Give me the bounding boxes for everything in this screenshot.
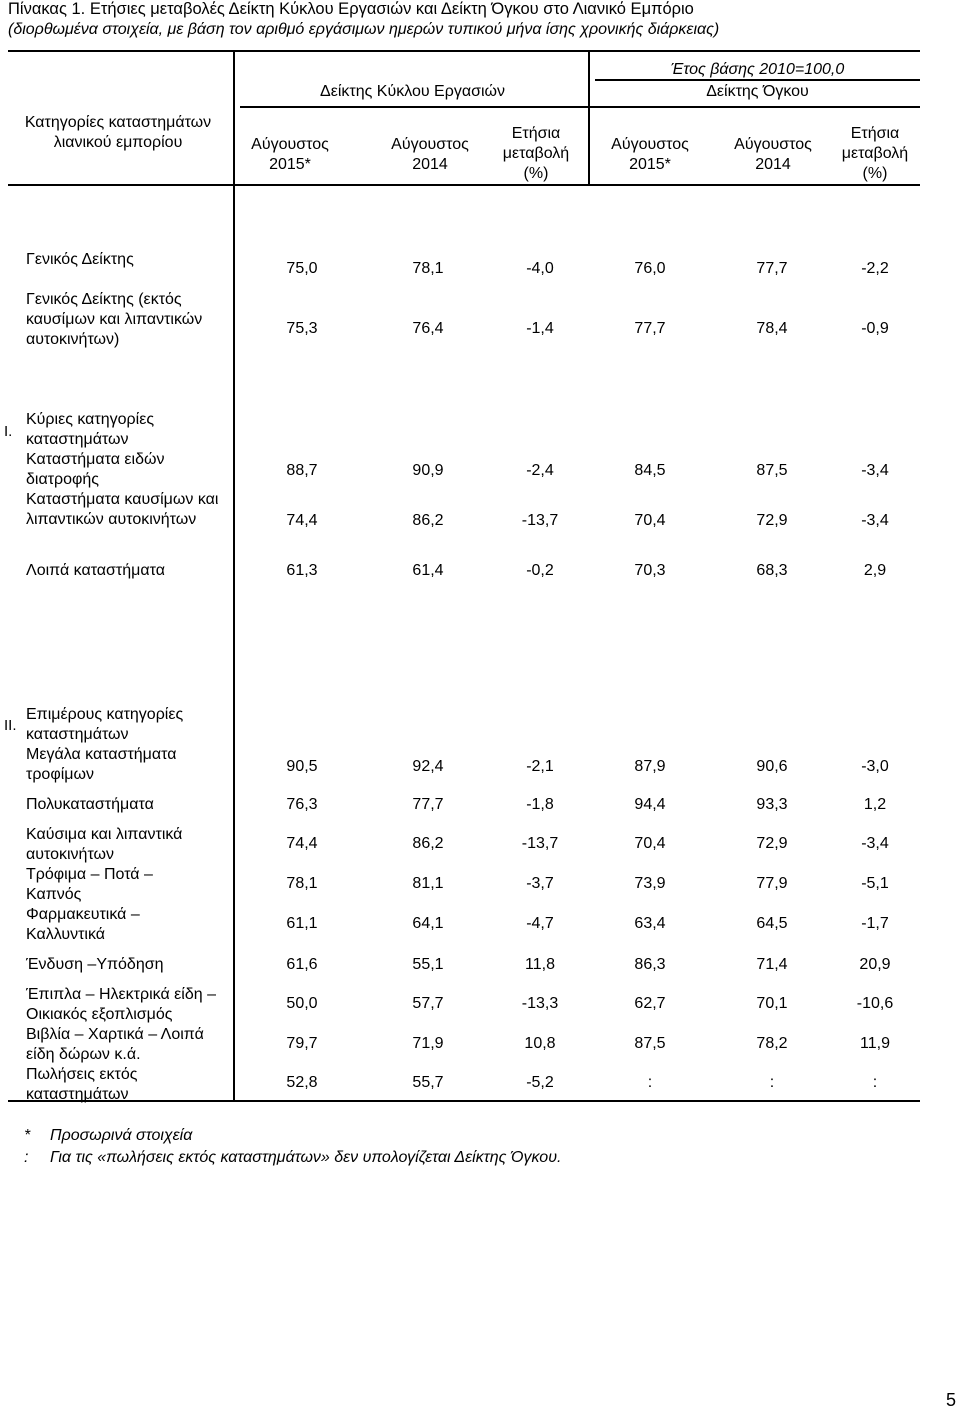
table-title: Πίνακας 1. Ετήσιες μεταβολές Δείκτη Κύκλου Εργασιών και Δείκτη Όγκου στο Λιανικό Εμπόριο bbox=[8, 0, 694, 18]
table-cell: -1,4 bbox=[526, 320, 554, 337]
table-cell: 77,7 bbox=[634, 320, 666, 337]
rule-groups bbox=[240, 106, 920, 108]
section-roman-1: I. bbox=[4, 423, 13, 440]
table-cell: 2,9 bbox=[863, 562, 887, 579]
table-cell: 94,4 bbox=[634, 796, 666, 813]
table-cell: 74,4 bbox=[286, 835, 318, 852]
footnote-colon-text: Για τις «πωλήσεις εκτός καταστημάτων» δεν υπολογίζεται Δείκτης Όγκου. bbox=[50, 1149, 562, 1166]
table-cell: -3,4 bbox=[861, 462, 889, 479]
rule-vertical-groups bbox=[588, 52, 590, 185]
section-roman-2: II. bbox=[4, 717, 17, 734]
table-cell: -13,7 bbox=[521, 512, 559, 529]
table-cell: 55,1 bbox=[412, 956, 444, 973]
row-label-large-food: Μεγάλα καταστήματα τροφίμων bbox=[26, 746, 177, 783]
table-cell: -0,9 bbox=[861, 320, 889, 337]
table-cell: 86,3 bbox=[634, 956, 666, 973]
table-cell: -3,4 bbox=[861, 835, 889, 852]
section-main-categories: Κύριες κατηγορίες καταστημάτων bbox=[26, 411, 155, 448]
row-label-fuel-stores: Καταστήματα καυσίμων και λιπαντικών αυτοκινήτων bbox=[26, 491, 219, 528]
table-cell: 70,1 bbox=[756, 995, 788, 1012]
table-cell: 93,3 bbox=[756, 796, 788, 813]
table-cell: 86,2 bbox=[412, 835, 444, 852]
row-label-food-drink-tobacco: Τρόφιμα – Ποτά – Καπνός bbox=[26, 866, 153, 903]
header-category: Κατηγορίες καταστημάτων λιανικού εμπορίου bbox=[24, 114, 212, 151]
table-cell: -0,2 bbox=[526, 562, 554, 579]
row-label-furniture: Έπιπλα – Ηλεκτρικά είδη – Οικιακός εξοπλισμός bbox=[26, 986, 216, 1023]
table-cell: : bbox=[647, 1074, 653, 1091]
table-cell: 55,7 bbox=[412, 1074, 444, 1091]
table-cell: 78,1 bbox=[286, 875, 318, 892]
table-cell: 70,4 bbox=[634, 835, 666, 852]
table-cell: 74,4 bbox=[286, 512, 318, 529]
table-cell: -4,0 bbox=[526, 260, 554, 277]
table-cell: -13,7 bbox=[521, 835, 559, 852]
table-cell: 70,4 bbox=[634, 512, 666, 529]
header-base-year: Έτος βάσης 2010=100,0 bbox=[670, 61, 845, 78]
table-cell: 81,1 bbox=[412, 875, 444, 892]
table-cell: 61,4 bbox=[412, 562, 444, 579]
table-cell: -5,2 bbox=[526, 1074, 554, 1091]
page-number: 5 bbox=[945, 1390, 956, 1410]
table-cell: 62,7 bbox=[634, 995, 666, 1012]
table-cell: 87,5 bbox=[634, 1035, 666, 1052]
table-cell: -3,0 bbox=[861, 758, 889, 775]
table-subtitle: (διορθωμένα στοιχεία, με βάση τον αριθμό εργάσιμων ημερών τυπικού μήνα ίσης χρονικής διάρκειας) bbox=[8, 21, 720, 38]
table-cell: 10,8 bbox=[524, 1035, 556, 1052]
table-cell: 72,9 bbox=[756, 512, 788, 529]
table-cell: 76,0 bbox=[634, 260, 666, 277]
table-cell: 88,7 bbox=[286, 462, 318, 479]
table-cell: -1,8 bbox=[526, 796, 554, 813]
table-cell: 20,9 bbox=[859, 956, 891, 973]
row-label-books: Βιβλία – Χαρτικά – Λοιπά είδη δώρων κ.ά. bbox=[26, 1026, 204, 1063]
table-cell: 78,1 bbox=[412, 260, 444, 277]
table-cell: 64,5 bbox=[756, 915, 788, 932]
table-cell: 11,9 bbox=[860, 1035, 890, 1052]
table-cell: -4,7 bbox=[526, 915, 554, 932]
row-label-clothing: Ένδυση –Υπόδηση bbox=[26, 956, 164, 973]
header-group-volume: Δείκτης Όγκου bbox=[706, 83, 809, 100]
row-label-general: Γενικός Δείκτης bbox=[26, 251, 134, 268]
table-cell: 61,3 bbox=[286, 562, 318, 579]
row-label-department: Πολυκαταστήματα bbox=[26, 796, 154, 813]
row-label-general-ex-fuel: Γενικός Δείκτης (εκτός καυσίμων και λιπαντικών αυτοκινήτων) bbox=[26, 291, 203, 348]
table-cell: : bbox=[872, 1074, 878, 1091]
table-cell: 71,9 bbox=[412, 1035, 444, 1052]
table-cell: 77,9 bbox=[756, 875, 788, 892]
table-cell: 70,3 bbox=[634, 562, 666, 579]
header-col-change-volume: Ετήσια μεταβολή (%) bbox=[841, 125, 909, 182]
table-cell: 1,2 bbox=[863, 796, 887, 813]
header-col-change-turnover: Ετήσια μεταβολή (%) bbox=[502, 125, 570, 182]
table-cell: 78,2 bbox=[756, 1035, 788, 1052]
table-cell: 75,3 bbox=[286, 320, 318, 337]
table-cell: 77,7 bbox=[412, 796, 444, 813]
table-cell: -5,1 bbox=[861, 875, 889, 892]
table-cell: -13,3 bbox=[521, 995, 559, 1012]
table-cell: 64,1 bbox=[412, 915, 444, 932]
table-cell: 52,8 bbox=[286, 1074, 318, 1091]
rule-vertical-categories bbox=[233, 52, 235, 1100]
table-cell: 90,9 bbox=[412, 462, 444, 479]
table-cell: 61,1 bbox=[286, 915, 318, 932]
table-cell: 11,8 bbox=[525, 956, 555, 973]
table-cell: 78,4 bbox=[756, 320, 788, 337]
table-cell: 76,3 bbox=[286, 796, 318, 813]
table-cell: -2,2 bbox=[861, 260, 889, 277]
table-cell: 76,4 bbox=[412, 320, 444, 337]
header-col-aug2014-turnover: Αύγουστος 2014 bbox=[391, 136, 469, 173]
table-cell: 86,2 bbox=[412, 512, 444, 529]
table-cell: 61,6 bbox=[286, 956, 318, 973]
header-col-aug2015-volume: Αύγουστος 2015* bbox=[611, 136, 689, 173]
table-cell: 75,0 bbox=[286, 260, 318, 277]
row-label-food-stores: Καταστήματα ειδών διατροφής bbox=[26, 451, 165, 488]
table-cell: -3,4 bbox=[861, 512, 889, 529]
footnote-star-symbol: * bbox=[24, 1127, 31, 1144]
table-cell: 72,9 bbox=[756, 835, 788, 852]
header-col-aug2015-turnover: Αύγουστος 2015* bbox=[251, 136, 329, 173]
table-cell: 90,5 bbox=[286, 758, 318, 775]
row-label-pharma-cosmetics: Φαρμακευτικά – Καλλυντικά bbox=[26, 906, 140, 943]
table-cell: 87,5 bbox=[756, 462, 788, 479]
table-cell: 84,5 bbox=[634, 462, 666, 479]
header-col-aug2014-volume: Αύγουστος 2014 bbox=[734, 136, 812, 173]
table-cell: : bbox=[769, 1074, 775, 1091]
table-cell: 92,4 bbox=[412, 758, 444, 775]
table-cell: 87,9 bbox=[634, 758, 666, 775]
table-cell: 79,7 bbox=[286, 1035, 318, 1052]
header-group-turnover: Δείκτης Κύκλου Εργασιών bbox=[320, 83, 505, 100]
table-cell: -1,7 bbox=[861, 915, 889, 932]
table-cell: 90,6 bbox=[756, 758, 788, 775]
table-cell: -10,6 bbox=[856, 995, 894, 1012]
table-cell: 57,7 bbox=[412, 995, 444, 1012]
table-cell: 73,9 bbox=[634, 875, 666, 892]
rule-header-bottom bbox=[8, 184, 920, 186]
table-cell: 63,4 bbox=[634, 915, 666, 932]
table-cell: 77,7 bbox=[756, 260, 788, 277]
table-cell: 50,0 bbox=[286, 995, 318, 1012]
table-cell: -2,1 bbox=[526, 758, 554, 775]
row-label-fuel: Καύσιμα και λιπαντικά αυτοκινήτων bbox=[26, 826, 183, 863]
footnote-colon-symbol: : bbox=[24, 1149, 29, 1166]
section-sub-categories: Επιμέρους κατηγορίες καταστημάτων bbox=[26, 706, 184, 743]
table-cell: -2,4 bbox=[526, 462, 554, 479]
table-cell: 68,3 bbox=[756, 562, 788, 579]
footnote-star-text: Προσωρινά στοιχεία bbox=[50, 1127, 193, 1144]
table-cell: 71,4 bbox=[756, 956, 788, 973]
row-label-other-stores: Λοιπά καταστήματα bbox=[26, 562, 165, 579]
rule-top-left bbox=[8, 50, 920, 52]
row-label-non-store: Πωλήσεις εκτός καταστημάτων bbox=[26, 1066, 138, 1103]
table-cell: -3,7 bbox=[526, 875, 554, 892]
